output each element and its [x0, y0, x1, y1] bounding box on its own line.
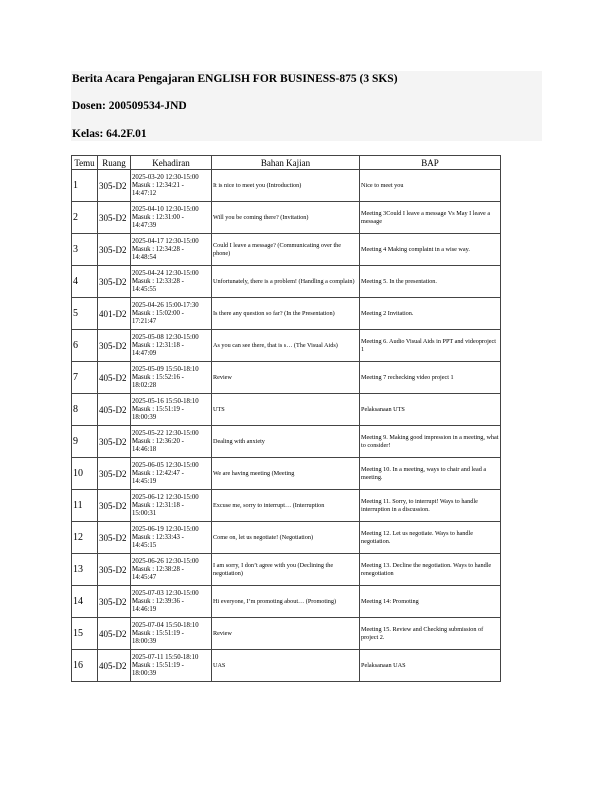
- table-row: [72, 266, 501, 298]
- cell-temu: 5: [72, 298, 98, 330]
- check-out-time: 14:45:15: [132, 541, 157, 549]
- cell-temu: 8: [72, 394, 98, 426]
- cell-bap: Meeting 13. Decline the negotiation. Ways to handle renegotiation: [360, 554, 501, 586]
- cell-ruang: 305-D2: [98, 490, 131, 522]
- cell-ruang: 305-D2: [98, 586, 131, 618]
- schedule-time: 2025-05-09 15:50-18:10: [132, 365, 199, 373]
- column-header-ruang: Ruang: [98, 156, 131, 170]
- table-row: [72, 586, 501, 618]
- cell-bap: Meeting 11. Sorry, to interrupt! Ways to handle interruption in a discussion.: [360, 490, 501, 522]
- table-row: [72, 426, 501, 458]
- schedule-time: 2025-06-05 12:30-15:00: [132, 461, 199, 469]
- check-in-time: Masuk : 15:51:19 -: [132, 629, 184, 637]
- cell-bap: Meeting 7 rechecking video project 1: [360, 362, 501, 394]
- cell-kehadiran: [131, 202, 212, 234]
- table-row: [72, 490, 501, 522]
- attendance-table: [71, 155, 501, 682]
- cell-bahan-kajian: UTS: [212, 394, 360, 426]
- class-label: Kelas: 64.2F.01: [72, 128, 147, 140]
- cell-bap: Meeting 3Could I leave a message Vs May I leave a message: [360, 202, 501, 234]
- cell-temu: 10: [72, 458, 98, 490]
- cell-temu: 3: [72, 234, 98, 266]
- cell-temu: 11: [72, 490, 98, 522]
- table-body: [72, 170, 501, 682]
- lecturer-label: Dosen: 200509534-JND: [72, 100, 187, 112]
- check-in-time: Masuk : 12:33:43 -: [132, 533, 184, 541]
- check-out-time: 14:45:55: [132, 285, 157, 293]
- cell-ruang: 401-D2: [98, 298, 131, 330]
- check-in-time: Masuk : 15:52:16 -: [132, 373, 184, 381]
- check-in-time: Masuk : 15:51:19 -: [132, 405, 184, 413]
- table-row: [72, 170, 501, 202]
- check-in-time: Masuk : 12:42:47 -: [132, 469, 184, 477]
- cell-temu: 16: [72, 650, 98, 682]
- cell-bap: Meeting 12. Let us negotiate. Ways to handle negotiation.: [360, 522, 501, 554]
- check-out-time: 14:46:18: [132, 445, 157, 453]
- cell-temu: 14: [72, 586, 98, 618]
- cell-kehadiran: [131, 394, 212, 426]
- cell-bahan-kajian: It is nice to meet you (Introduction): [212, 170, 360, 202]
- schedule-time: 2025-07-03 12:30-15:00: [132, 589, 199, 597]
- cell-ruang: 305-D2: [98, 426, 131, 458]
- cell-temu: 9: [72, 426, 98, 458]
- cell-bahan-kajian: Review: [212, 618, 360, 650]
- check-out-time: 17:21:47: [132, 317, 157, 325]
- cell-ruang: 305-D2: [98, 554, 131, 586]
- schedule-time: 2025-06-26 12:30-15:00: [132, 557, 199, 565]
- check-in-time: Masuk : 12:31:18 -: [132, 501, 184, 509]
- cell-bap: Nice to meet you: [360, 170, 501, 202]
- cell-kehadiran: [131, 586, 212, 618]
- cell-ruang: 305-D2: [98, 202, 131, 234]
- cell-bahan-kajian: Will you be coming there? (Invitation): [212, 202, 360, 234]
- schedule-time: 2025-04-10 12:30-15:00: [132, 205, 199, 213]
- schedule-time: 2025-06-12 12:30-15:00: [132, 493, 199, 501]
- cell-ruang: 405-D2: [98, 650, 131, 682]
- check-in-time: Masuk : 15:51:19 -: [132, 661, 184, 669]
- cell-ruang: 405-D2: [98, 618, 131, 650]
- cell-kehadiran: [131, 618, 212, 650]
- cell-bahan-kajian: Is there any question so far? (In the Presentation): [212, 298, 360, 330]
- cell-bap: Meeting 4 Making complaint in a wise way.: [360, 234, 501, 266]
- table-header-row: [72, 156, 501, 170]
- check-in-time: Masuk : 12:31:00 -: [132, 213, 184, 221]
- table-row: [72, 394, 501, 426]
- cell-temu: 6: [72, 330, 98, 362]
- cell-bahan-kajian: Review: [212, 362, 360, 394]
- check-in-time: Masuk : 12:38:28 -: [132, 565, 184, 573]
- cell-bap: Meeting 10. In a meeting, ways to chair and lead a meeting.: [360, 458, 501, 490]
- cell-kehadiran: [131, 298, 212, 330]
- cell-bap: Pelaksanaan UAS: [360, 650, 501, 682]
- check-out-time: 18:02:28: [132, 381, 157, 389]
- check-in-time: Masuk : 12:33:28 -: [132, 277, 184, 285]
- cell-bap: Meeting 5. In the presentation.: [360, 266, 501, 298]
- cell-bahan-kajian: Hi everyone, I’m promoting about… (Promoting): [212, 586, 360, 618]
- check-out-time: 18:00:39: [132, 413, 157, 421]
- cell-temu: 7: [72, 362, 98, 394]
- cell-kehadiran: [131, 362, 212, 394]
- schedule-time: 2025-03-20 12:30-15:00: [132, 173, 199, 181]
- schedule-time: 2025-06-19 12:30-15:00: [132, 525, 199, 533]
- schedule-time: 2025-05-08 12:30-15:00: [132, 333, 199, 341]
- cell-bahan-kajian: As you can see there, that is s… (The Visual Aids): [212, 330, 360, 362]
- table-row: [72, 202, 501, 234]
- cell-bap: Meeting 14: Promoting: [360, 586, 501, 618]
- table-row: [72, 458, 501, 490]
- check-in-time: Masuk : 12:34:21 -: [132, 181, 184, 189]
- check-out-time: 14:45:47: [132, 573, 157, 581]
- column-header-bahan-kajian: Bahan Kajian: [212, 156, 360, 170]
- cell-temu: 1: [72, 170, 98, 202]
- cell-bap: Pelaksanaan UTS: [360, 394, 501, 426]
- schedule-time: 2025-04-26 15:00-17:30: [132, 301, 199, 309]
- table-row: [72, 330, 501, 362]
- cell-ruang: 405-D2: [98, 394, 131, 426]
- table-row: [72, 362, 501, 394]
- cell-bahan-kajian: I am sorry, I don’t agree with you (Declining the negotiation): [212, 554, 360, 586]
- check-out-time: 14:46:19: [132, 605, 157, 613]
- cell-bahan-kajian: UAS: [212, 650, 360, 682]
- cell-temu: 12: [72, 522, 98, 554]
- check-out-time: 18:00:39: [132, 669, 157, 677]
- cell-temu: 15: [72, 618, 98, 650]
- cell-kehadiran: [131, 554, 212, 586]
- check-in-time: Masuk : 12:39:36 -: [132, 597, 184, 605]
- table-row: [72, 234, 501, 266]
- cell-kehadiran: [131, 426, 212, 458]
- cell-ruang: 305-D2: [98, 522, 131, 554]
- cell-temu: 2: [72, 202, 98, 234]
- column-header-kehadiran: Kehadiran: [131, 156, 212, 170]
- column-header-bap: BAP: [360, 156, 501, 170]
- column-header-temu: Temu: [72, 156, 98, 170]
- check-in-time: Masuk : 15:02:00 -: [132, 309, 184, 317]
- check-out-time: 14:45:19: [132, 477, 157, 485]
- cell-bahan-kajian: Dealing with anxiety: [212, 426, 360, 458]
- cell-ruang: 305-D2: [98, 170, 131, 202]
- cell-bahan-kajian: Excuse me, sorry to interrupt… (Interruption: [212, 490, 360, 522]
- cell-bahan-kajian: Unfortunately, there is a problem! (Handling a complain): [212, 266, 360, 298]
- check-in-time: Masuk : 12:31:18 -: [132, 341, 184, 349]
- cell-ruang: 305-D2: [98, 266, 131, 298]
- schedule-time: 2025-07-04 15:50-18:10: [132, 621, 199, 629]
- cell-kehadiran: [131, 458, 212, 490]
- check-out-time: 14:47:39: [132, 221, 157, 229]
- cell-kehadiran: [131, 330, 212, 362]
- cell-bap: Meeting 9. Making good impression in a meeting, what to consider!: [360, 426, 501, 458]
- cell-ruang: 305-D2: [98, 234, 131, 266]
- schedule-time: 2025-07-11 15:50-18:10: [132, 653, 199, 661]
- cell-bap: Meeting 2 Invitation.: [360, 298, 501, 330]
- cell-bahan-kajian: Could I leave a message? (Communicating over the phone): [212, 234, 360, 266]
- check-out-time: 14:48:54: [132, 253, 157, 261]
- cell-bahan-kajian: Come on, let us negotiate! (Negotiation): [212, 522, 360, 554]
- check-out-time: 14:47:12: [132, 189, 157, 197]
- table-row: [72, 522, 501, 554]
- check-in-time: Masuk : 12:34:28 -: [132, 245, 184, 253]
- cell-kehadiran: [131, 490, 212, 522]
- cell-bap: Meeting 6. Audio Visual Aids in PPT and videoproject 1: [360, 330, 501, 362]
- cell-kehadiran: [131, 170, 212, 202]
- cell-ruang: 405-D2: [98, 362, 131, 394]
- document-title: Berita Acara Pengajaran ENGLISH FOR BUSINESS-875 (3 SKS): [72, 73, 398, 85]
- cell-kehadiran: [131, 522, 212, 554]
- cell-kehadiran: [131, 266, 212, 298]
- schedule-time: 2025-04-24 12:30-15:00: [132, 269, 199, 277]
- schedule-time: 2025-05-16 15:50-18:10: [132, 397, 199, 405]
- table-row: [72, 298, 501, 330]
- cell-bap: Meeting 15. Review and Checking submission of project 2.: [360, 618, 501, 650]
- cell-temu: 4: [72, 266, 98, 298]
- check-out-time: 18:00:39: [132, 637, 157, 645]
- cell-temu: 13: [72, 554, 98, 586]
- cell-ruang: 305-D2: [98, 458, 131, 490]
- table-row: [72, 554, 501, 586]
- cell-kehadiran: [131, 650, 212, 682]
- check-out-time: 15:00:31: [132, 509, 157, 517]
- schedule-time: 2025-04-17 12:30-15:00: [132, 237, 199, 245]
- cell-bahan-kajian: We are having meeting (Meeting: [212, 458, 360, 490]
- cell-ruang: 305-D2: [98, 330, 131, 362]
- check-in-time: Masuk : 12:36:20 -: [132, 437, 184, 445]
- schedule-time: 2025-05-22 12:30-15:00: [132, 429, 199, 437]
- table-row: [72, 618, 501, 650]
- table-row: [72, 650, 501, 682]
- check-out-time: 14:47:09: [132, 349, 157, 357]
- cell-kehadiran: [131, 234, 212, 266]
